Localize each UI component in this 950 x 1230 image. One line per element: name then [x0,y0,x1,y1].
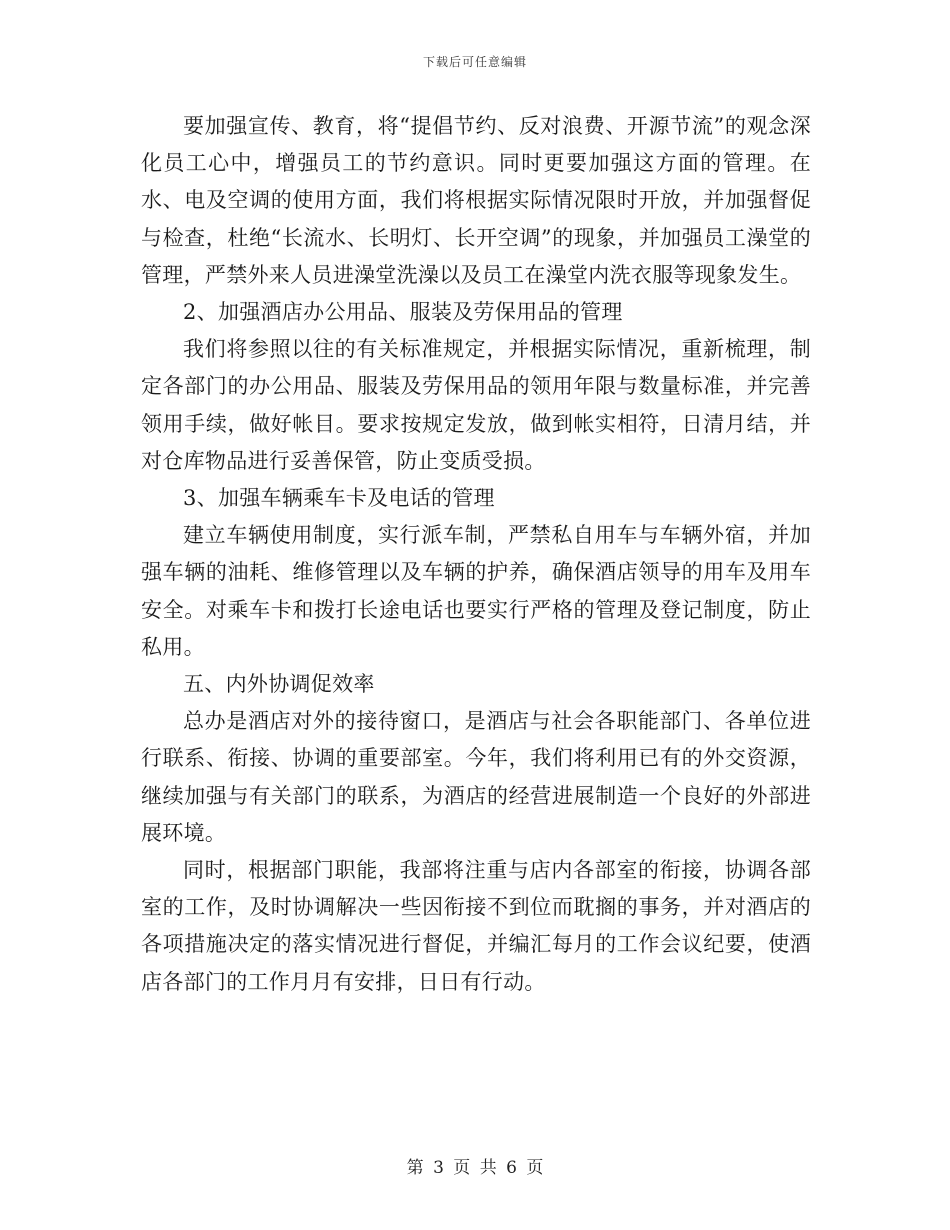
paragraph-saving-awareness: 要加强宣传、教育，将“提倡节约、反对浪费、开源节流”的观念深化员工心中，增强员工的节约意识。同时更要加强这方面的管理。在水、电及空调的使用方面，我们将根据实际情况限时开放，并加强督促与检查，杜绝“长流水、长明灯、长开空调”的现象，并加强员工澡堂的管理，严禁外来人员进澡堂洗澡以及员工在澡堂内洗衣服等现象发生。 [141,114,811,287]
page-header-note: 下载后可任意编辑 [422,55,527,69]
paragraph-external-coordination: 总办是酒店对外的接待窗口，是酒店与社会各职能部门、各单位进行联系、衔接、协调的重要部室。今年，我们将利用已有的外交资源，继续加强与有关部门的联系，为酒店的经营进展制造一个良好的外部进展环境。 [141,709,811,845]
page-number: 第 3 页 共 6 页 [406,1158,544,1178]
document-body [141,108,811,1001]
section-heading-office-supplies: 2、加强酒店办公用品、服装及劳保用品的管理 [183,300,623,325]
section-heading-vehicles-phones: 3、加强车辆乘车卡及电话的管理 [183,486,495,511]
paragraph-vehicles-phones: 建立车辆使用制度，实行派车制，严禁私自用车与车辆外宿，并加强车辆的油耗、维修管理以及车辆的护养，确保酒店领导的用车及用车安全。对乘车卡和拨打长途电话也要实行严格的管理及登记制度，防止私用。 [141,523,811,659]
paragraph-internal-coordination: 同时，根据部门职能，我部将注重与店内各部室的衔接，协调各部室的工作，及时协调解决一些因衔接不到位而耽搁的事务，并对酒店的各项措施决定的落实情况进行督促，并编汇每月的工作会议纪要，使酒店各部门的工作月月有安排，日日有行动。 [141,858,811,994]
paragraph-office-supplies: 我们将参照以往的有关标准规定，并根据实际情况，重新梳理，制定各部门的办公用品、服装及劳保用品的领用年限与数量标准，并完善领用手续，做好帐目。要求按规定发放，做到帐实相符，日清月结，并对仓库物品进行妥善保管，防止变质受损。 [141,337,811,473]
section-heading-coordination: 五、内外协调促效率 [183,672,375,697]
